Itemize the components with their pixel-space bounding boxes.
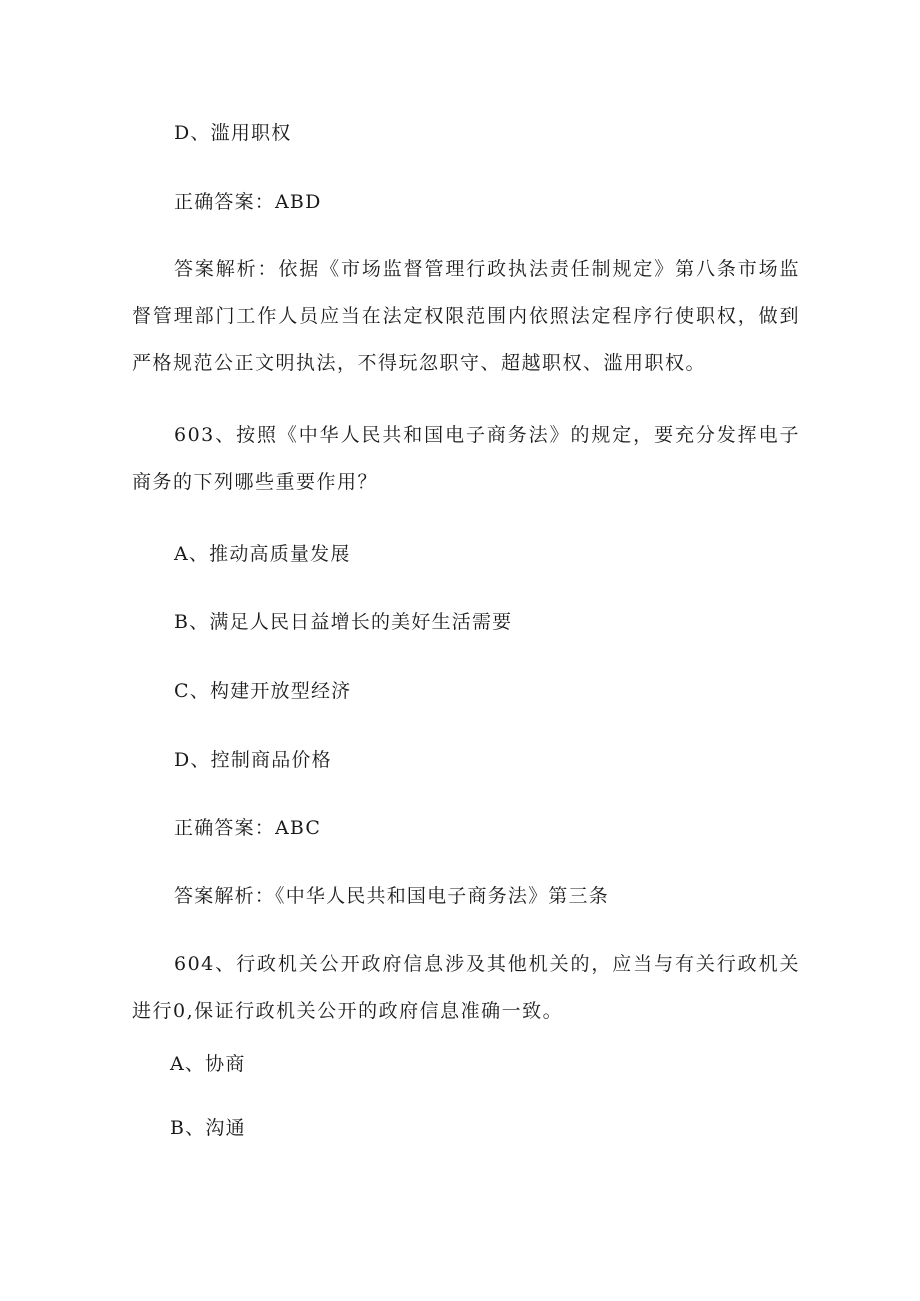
q604-question: 604、行政机关公开政府信息涉及其他机关的，应当与有关行政机关进行0,保证行政机关公开的政府信息准确一致。 — [132, 953, 800, 1022]
q602-option-d: D、滥用职权 — [174, 122, 292, 144]
q602-explanation: 答案解析：依据《市场监督管理行政执法责任制规定》第八条市场监督管理部门工作人员应当在法定权限范围内依照法定程序行使职权，做到严格规范公正文明执法，不得玩忽职守、超越职权、滥用职权。 — [132, 258, 800, 374]
q603-option-a: A、推动高质量发展 — [174, 543, 351, 565]
q603-correct-answer: 正确答案：ABC — [174, 817, 322, 839]
q603-explanation: 答案解析：《中华人民共和国电子商务法》第三条 — [174, 885, 609, 907]
q603-option-c: C、构建开放型经济 — [174, 680, 352, 702]
q602-correct-answer: 正确答案：ABD — [174, 191, 322, 213]
q603-question: 603、按照《中华人民共和国电子商务法》的规定，要充分发挥电子商务的下列哪些重要作用？ — [132, 424, 800, 493]
q603-option-d: D、控制商品价格 — [174, 749, 332, 771]
q603-option-b: B、满足人民日益增长的美好生活需要 — [174, 611, 513, 633]
q604-option-a: A、协商 — [170, 1053, 246, 1075]
q604-option-b: B、沟通 — [170, 1117, 246, 1139]
